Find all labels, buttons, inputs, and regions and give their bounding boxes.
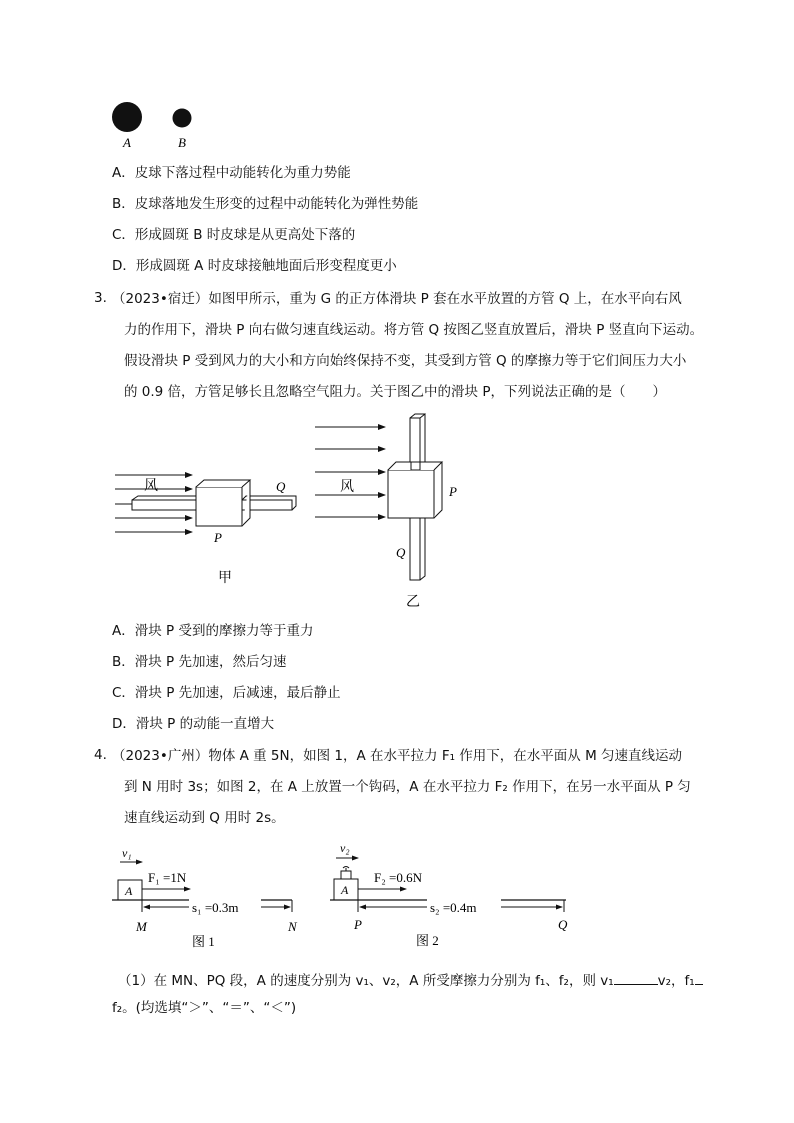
q4-sub1-line-1 bbox=[118, 970, 703, 990]
q3-stem-line-2: 力的作用下，滑块 P 向右做匀速直线运动。将方管 Q 按图乙竖直放置后，滑块 P 竖直向下运动。 bbox=[124, 322, 704, 338]
q4-sub1-part-c: f₂。(均选填“＞”、“＝”、“＜”) bbox=[112, 1000, 297, 1016]
answer-blank-f[interactable] bbox=[695, 970, 703, 985]
fig2-velocity-label: v₂ bbox=[340, 841, 350, 855]
spot-a bbox=[112, 102, 142, 132]
q3-option-c: C．滑块 P 先加速，后减速，最后静止 bbox=[112, 685, 341, 701]
fig2-caption: 图 2 bbox=[416, 933, 439, 948]
q3-option-d: D．滑块 P 的动能一直增大 bbox=[112, 716, 275, 732]
q3-stem-line-1: （2023•宿迁）如图甲所示，重为 G 的正方体滑块 P 套在水平放置的方管 Q 上，在水平向右风 bbox=[112, 291, 682, 307]
q3-option-a: A．滑块 P 受到的摩擦力等于重力 bbox=[112, 623, 314, 639]
jia-q-label: Q bbox=[276, 479, 286, 494]
fig2-block-label: A bbox=[341, 883, 349, 897]
q2-option-c: C．形成圆斑 B 时皮球是从更高处下落的 bbox=[112, 227, 356, 243]
fig1-start-label: M bbox=[136, 919, 147, 934]
slider-p bbox=[196, 487, 242, 526]
jia-wind-label: 风 bbox=[144, 479, 158, 494]
answer-blank-v[interactable] bbox=[614, 970, 658, 985]
q3-option-b: B．滑块 P 先加速，然后匀速 bbox=[112, 654, 287, 670]
fig1-block-label: A bbox=[125, 884, 133, 898]
spot-b-label: B bbox=[178, 135, 186, 150]
pipe-q-bottom bbox=[410, 518, 420, 580]
figure-yi bbox=[310, 410, 480, 610]
q4-number: 4. bbox=[94, 747, 107, 763]
q4-sub1-part-a: （1）在 MN、PQ 段，A 的速度分别为 v₁、v₂，A 所受摩擦力分别为 f₁、f₂，则 v₁ bbox=[118, 973, 614, 989]
jia-caption: 甲 bbox=[218, 571, 232, 586]
q4-stem-line-1: （2023•广州）物体 A 重 5N，如图 1，A 在水平拉力 F₁ 作用下，在水平面从 M 匀速直线运动 bbox=[112, 748, 683, 764]
spot-b bbox=[173, 109, 192, 128]
q2-option-b: B．皮球落地发生形变的过程中动能转化为弹性势能 bbox=[112, 196, 419, 212]
fig2-force-label: F₂ =0.6N bbox=[374, 870, 422, 885]
q4-sub1-part-b: v₂，f₁ bbox=[657, 973, 695, 989]
q4-stem-line-2: 到 N 用时 3s；如图 2，在 A 上放置一个钩码，A 在水平拉力 F₂ 作用下，在另一水平面从 P 匀 bbox=[124, 779, 691, 795]
yi-wind-label: 风 bbox=[340, 480, 354, 495]
slider-p bbox=[388, 470, 434, 518]
pipe-q-left bbox=[132, 500, 196, 510]
q4-stem-line-3: 速直线运动到 Q 用时 2s。 bbox=[124, 810, 285, 826]
jia-p-label: P bbox=[214, 530, 222, 545]
figure-2 bbox=[330, 838, 580, 955]
fig1-velocity-label: v₁ bbox=[122, 846, 132, 860]
fig1-force-label: F₁ =1N bbox=[148, 870, 187, 885]
fig2-start-label: P bbox=[354, 917, 362, 932]
figure-jia bbox=[110, 460, 310, 590]
yi-caption: 乙 bbox=[406, 595, 420, 610]
q2-option-d: D．形成圆斑 A 时皮球接触地面后形变程度更小 bbox=[112, 258, 397, 274]
fig1-end-label: N bbox=[288, 919, 297, 934]
hook-weight bbox=[341, 871, 351, 879]
spot-a-label: A bbox=[123, 135, 131, 150]
q2-option-a: A．皮球下落过程中动能转化为重力势能 bbox=[112, 165, 351, 181]
q3-stem-line-3: 假设滑块 P 受到风力的大小和方向始终保持不变，其受到方管 Q 的摩擦力等于它们间压力大小 bbox=[124, 353, 687, 369]
fig2-end-label: Q bbox=[558, 917, 568, 932]
fig1-caption: 图 1 bbox=[192, 934, 215, 949]
fig2-distance-label: s₂ =0.4m bbox=[430, 900, 477, 915]
fig1-distance-label: s₁ =0.3m bbox=[192, 900, 239, 915]
spots-figure bbox=[100, 95, 220, 155]
yi-p-label: P bbox=[449, 484, 457, 499]
figure-1 bbox=[112, 840, 312, 955]
yi-q-label: Q bbox=[396, 545, 406, 560]
q3-stem-line-4: 的 0.9 倍，方管足够长且忽略空气阻力。关于图乙中的滑块 P，下列说法正确的是（ ） bbox=[124, 384, 666, 400]
q3-number: 3. bbox=[94, 290, 107, 306]
